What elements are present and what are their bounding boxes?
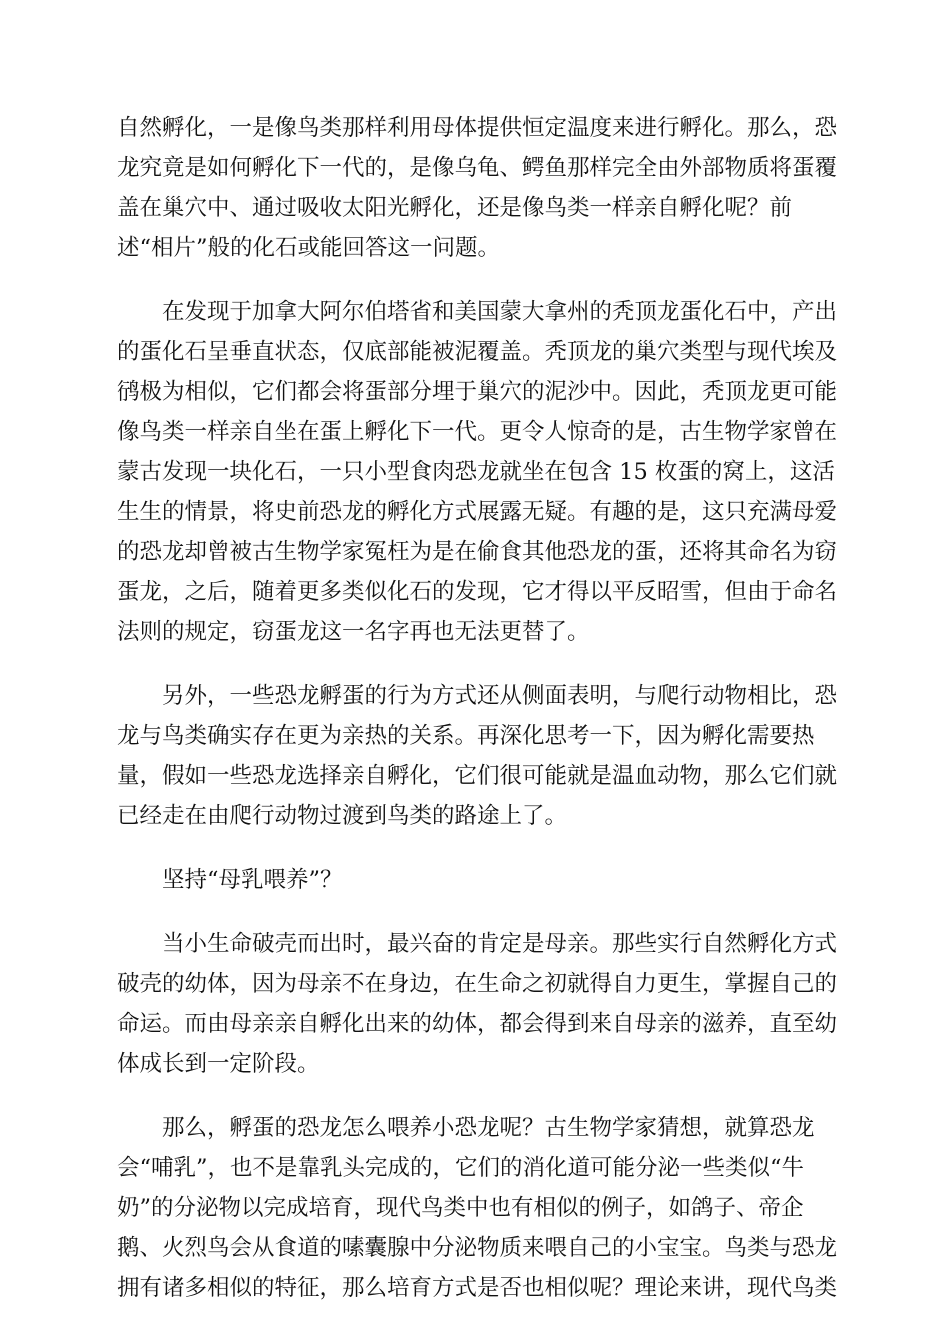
paragraph-line: 自然孵化，一是像鸟类那样利用母体提供恒定温度来进行孵化。那么，恐 [117, 115, 838, 141]
paragraph-line: 鹅、火烈鸟会从食道的嗉囊腺中分泌物质来喂自己的小宝宝。鸟类与恐龙 [117, 1235, 838, 1261]
paragraph-line: 述“相片”般的化石或能回答这一问题。 [117, 235, 501, 261]
paragraph-line: 量，假如一些恐龙选择亲自孵化，它们很可能就是温血动物，那么它们就 [117, 763, 838, 789]
paragraph-line: 蒙古发现一块化石，一只小型食肉恐龙就坐在包含 15 枚蛋的窝上，这活 [117, 459, 835, 485]
paragraph-line: 破壳的幼体，因为母亲不在身边，在生命之初就得自力更生，掌握自己的 [117, 971, 838, 997]
paragraph-4 [117, 924, 838, 1084]
paragraph-3 [117, 676, 838, 836]
paragraph-line: 生生的情景，将史前恐龙的孵化方式展露无疑。有趣的是，这只充满母爱 [117, 499, 838, 525]
paragraph-line: 另外，一些恐龙孵蛋的行为方式还从侧面表明，与爬行动物相比，恐 [162, 683, 838, 709]
paragraph-line: 体成长到一定阶段。 [117, 1051, 320, 1077]
paragraph-5 [117, 1108, 838, 1308]
paragraph-line: 法则的规定，窃蛋龙这一名字再也无法更替了。 [117, 619, 590, 645]
paragraph-line: 的恐龙却曾被古生物学家冤枉为是在偷食其他恐龙的蛋，还将其命名为窃 [117, 539, 838, 565]
paragraph-line: 在发现于加拿大阿尔伯塔省和美国蒙大拿州的秃顶龙蛋化石中，产出 [162, 299, 838, 325]
paragraph-line: 盖在巢穴中、通过吸收太阳光孵化，还是像鸟类一样亲自孵化呢？前 [117, 195, 793, 221]
paragraph-1 [117, 108, 838, 268]
paragraph-line: 龙究竟是如何孵化下一代的，是像乌龟、鳄鱼那样完全由外部物质将蛋覆 [117, 155, 838, 181]
paragraph-line: 当小生命破壳而出时，最兴奋的肯定是母亲。那些实行自然孵化方式 [162, 931, 838, 957]
paragraph-line: 拥有诸多相似的特征，那么培育方式是否也相似呢？理论来讲，现代鸟类 [117, 1275, 838, 1301]
section-heading [117, 860, 835, 900]
paragraph-line: 像鸟类一样亲自坐在蛋上孵化下一代。更令人惊奇的是，古生物学家曾在 [117, 419, 838, 445]
document-body [117, 108, 838, 1332]
paragraph-line: 鸻极为相似，它们都会将蛋部分埋于巢穴的泥沙中。因此，秃顶龙更可能 [117, 379, 838, 405]
paragraph-2 [117, 292, 838, 652]
paragraph-line: 蛋龙，之后，随着更多类似化石的发现，它才得以平反昭雪，但由于命名 [117, 579, 838, 605]
paragraph-line: 龙与鸟类确实存在更为亲热的关系。再深化思考一下，因为孵化需要热 [117, 723, 815, 749]
paragraph-line: 会“哺乳”，也不是靠乳头完成的，它们的消化道可能分泌一些类似“牛 [117, 1155, 805, 1181]
paragraph-line: 奶”的分泌物以完成培育，现代鸟类中也有相似的例子，如鸽子、帝企 [117, 1195, 804, 1221]
paragraph-line: 已经走在由爬行动物过渡到鸟类的路途上了。 [117, 803, 568, 829]
paragraph-line: 的蛋化石呈垂直状态，仅底部能被泥覆盖。秃顶龙的巢穴类型与现代埃及 [117, 339, 838, 365]
paragraph-line: 命运。而由母亲亲自孵化出来的幼体，都会得到来自母亲的滋养，直至幼 [117, 1011, 838, 1037]
section-heading-text: 坚持“母乳喂养”？ [162, 867, 343, 893]
paragraph-line: 那么，孵蛋的恐龙怎么喂养小恐龙呢？古生物学家猜想，就算恐龙 [162, 1115, 815, 1141]
